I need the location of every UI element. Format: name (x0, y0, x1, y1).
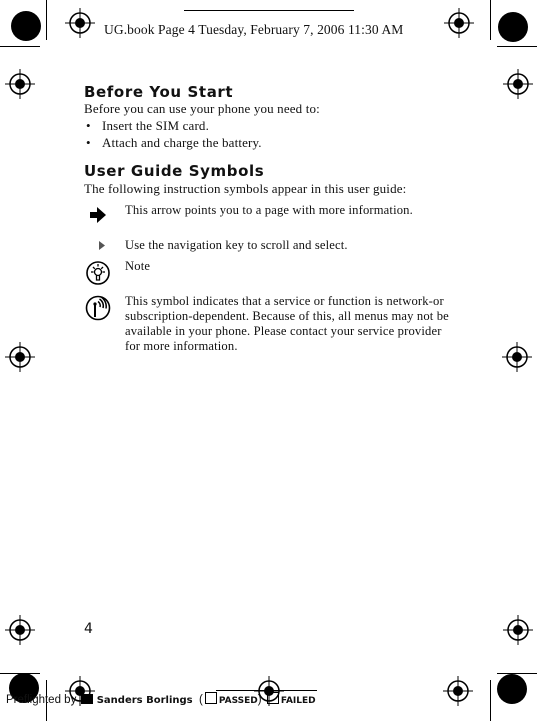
corner-mark-bottom-right (497, 674, 527, 704)
preflight-logo-icon (81, 694, 93, 704)
bullet-text: Attach and charge the battery. (102, 135, 262, 150)
crop-line (490, 0, 491, 40)
note-bulb-icon (84, 259, 114, 289)
registration-mark-icon (443, 676, 473, 706)
file-slug: UG.book Page 4 Tuesday, February 7, 2006 11:30 AM (104, 22, 404, 37)
bullet-item (86, 135, 262, 151)
preflight-prefix: Preflighted by (6, 694, 77, 706)
symbol-description: This symbol indicates that a service or function is network-or subscription-dependent. Because of this, all menus may not be available in your phone. Please contact your service provider for more information. (125, 294, 449, 353)
registration-mark-icon (503, 69, 533, 99)
arrow-right-icon (84, 203, 114, 227)
open-paren: ( (199, 694, 203, 706)
symbol-row (84, 238, 464, 256)
before-start-intro: Before you can use your phone you need to: (84, 101, 320, 116)
symbol-description: This arrow points you to a page with more information. (125, 203, 413, 217)
bullet-icon: • (86, 135, 91, 150)
symbols-intro: The following instruction symbols appear in this user guide: (84, 181, 407, 196)
registration-mark-icon (5, 69, 35, 99)
symbol-description: Use the navigation key to scroll and select. (125, 238, 348, 252)
bullet-icon: • (86, 118, 91, 133)
symbol-row (84, 203, 464, 235)
passed-label: PASSED (218, 696, 258, 706)
preflight-brand: Sanders Borlings (96, 695, 193, 706)
registration-mark-icon (65, 8, 95, 38)
corner-mark-top-right (498, 12, 528, 42)
crop-line (497, 673, 537, 674)
registration-mark-icon (503, 615, 533, 645)
crop-line (490, 680, 491, 721)
crop-line (0, 673, 40, 674)
checkbox-icon (267, 692, 279, 704)
page-number: 4 (84, 621, 93, 637)
symbol-row (84, 294, 464, 356)
corner-mark-top-left (11, 11, 41, 41)
checkbox-icon (205, 692, 217, 704)
crop-line (497, 46, 537, 47)
crop-line (46, 0, 47, 40)
symbol-description: Note (125, 259, 151, 273)
section-title-user-guide-symbols: User Guide Symbols (84, 162, 265, 180)
bullet-item (86, 118, 209, 134)
symbol-row (84, 259, 464, 289)
crop-line (184, 10, 354, 11)
registration-mark-icon (444, 8, 474, 38)
failed-label: FAILED (280, 696, 316, 706)
crop-line (0, 46, 40, 47)
registration-mark-icon (502, 342, 532, 372)
bullet-text: Insert the SIM card. (102, 118, 209, 133)
network-service-icon (84, 294, 114, 324)
section-title-before-you-start: Before You Start (84, 83, 234, 101)
registration-mark-icon (5, 615, 35, 645)
registration-mark-icon (5, 342, 35, 372)
close-paren: ) (257, 694, 262, 706)
preflight-stamp (6, 692, 316, 706)
